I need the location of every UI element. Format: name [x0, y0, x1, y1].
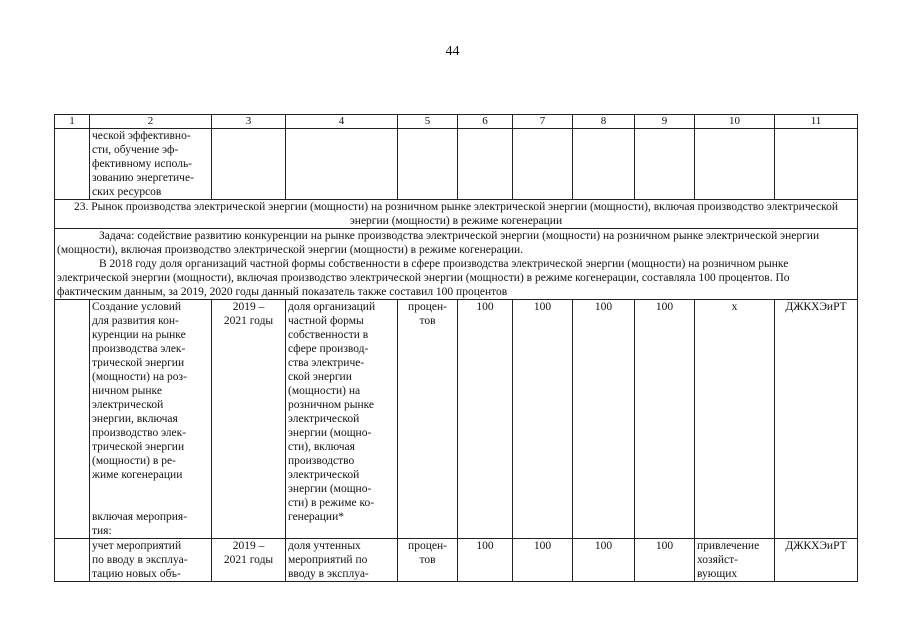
section-row — [55, 200, 858, 229]
cell-line: 2019 – — [232, 301, 265, 313]
cell-col11: ДЖКХЭиРТ — [775, 300, 858, 539]
cell-line: (мощности) на роз- — [92, 371, 187, 383]
cell-line: тия: — [92, 525, 112, 537]
header-col-4: 4 — [286, 115, 398, 129]
measures-table — [54, 114, 858, 582]
cell-line: ничном рынке — [92, 385, 162, 397]
header-col-3: 3 — [212, 115, 286, 129]
header-col-5: 5 — [398, 115, 458, 129]
cell-line: тов — [419, 315, 436, 327]
table-row — [55, 300, 858, 539]
cell-line: розничном рынке — [288, 399, 375, 411]
table-row — [55, 129, 858, 200]
cell-col10 — [695, 539, 775, 582]
cell-col7: 100 — [513, 300, 573, 539]
cell-col11: ДЖКХЭиРТ — [775, 539, 858, 582]
cell-line: мероприятий по — [288, 554, 368, 566]
cell-line: ческой эффективно- — [92, 130, 191, 142]
cell-col10: x — [695, 300, 775, 539]
cell-line: тацию новых объ- — [92, 568, 181, 580]
header-col-8: 8 — [573, 115, 635, 129]
cell-line: куренции на рынке — [92, 329, 186, 341]
cell-line: электрической — [92, 399, 164, 411]
cell-line: энергии (мощно- — [288, 427, 372, 439]
cell-line: сти), включая — [288, 441, 355, 453]
cell-line: доля организаций — [288, 301, 376, 313]
cell-line: электрической — [288, 413, 360, 425]
cell-col6: 100 — [458, 539, 513, 582]
cell-line: генерации* — [288, 511, 344, 523]
cell-line: производство — [288, 455, 355, 467]
cell-line: собственности в — [288, 329, 369, 341]
cell-col2 — [90, 129, 212, 200]
header-row — [55, 115, 858, 129]
header-col-9: 9 — [635, 115, 695, 129]
cell-line: трической энергии — [92, 357, 185, 369]
cell-line: электрической — [288, 469, 360, 481]
cell-line: производство элек- — [92, 427, 187, 439]
cell-line: энергии (мощно- — [288, 483, 372, 495]
cell-col4 — [286, 539, 398, 582]
task-row — [55, 229, 858, 300]
cell-line: по вводу в эксплуа- — [92, 554, 188, 566]
cell-line: сти, обучение эф- — [92, 144, 179, 156]
cell-line: Создание условий — [92, 301, 182, 313]
cell-col1 — [55, 300, 90, 539]
cell-line: зованию энергетиче- — [92, 172, 194, 184]
cell-col2 — [90, 539, 212, 582]
cell-line: включая мероприя- — [92, 511, 188, 523]
cell-col7: 100 — [513, 539, 573, 582]
header-col-11: 11 — [775, 115, 858, 129]
cell-col4 — [286, 300, 398, 539]
page-number: 44 — [445, 44, 460, 59]
cell-line: привлечение — [697, 540, 760, 552]
task-line-1: Задача: содействие развитию конкуренции на рынке производства электрической энергии (мощности) на розничном рынке электрической энергии (мощности), включая производство электрической энергии (мощности) в режиме когенерации. — [57, 230, 820, 256]
cell-line: 2021 годы — [223, 315, 274, 327]
cell-line: доля учтенных — [288, 540, 361, 552]
cell-line: производства элек- — [92, 343, 186, 355]
cell-line: учет мероприятий — [92, 540, 182, 552]
cell-line: процен- — [408, 301, 447, 313]
cell-line: для развития кон- — [92, 315, 179, 327]
cell-line: 2019 – — [232, 540, 265, 552]
cell-line: (мощности) на — [288, 385, 361, 397]
cell-col1 — [55, 129, 90, 200]
cell-line: частной формы — [288, 315, 364, 327]
cell-col9: 100 — [635, 539, 695, 582]
task-text — [55, 229, 858, 300]
cell-line: ской энергии — [288, 371, 352, 383]
cell-line: (мощности) в ре- — [92, 455, 176, 467]
header-col-7: 7 — [513, 115, 573, 129]
cell-col5 — [398, 539, 458, 582]
cell-line: 2021 годы — [223, 554, 274, 566]
task-line-2: В 2018 году доля организаций частной формы собственности в сфере производства электрической энергии (мощности) на розничном рынке электрической энергии (мощности), включая производство электрической энергии (мощности) в режиме когенерации, составляла 100 процентов. По фактическим данным, за 2019, 2020 годы данный показатель также составил 100 процентов — [57, 258, 790, 298]
cell-line: жиме когенерации — [92, 469, 183, 481]
cell-gap — [92, 482, 209, 510]
header-col-6: 6 — [458, 115, 513, 129]
cell-line: сти) в режиме ко- — [288, 497, 375, 509]
cell-line: вводу в эксплуа- — [288, 568, 369, 580]
header-col-2: 2 — [90, 115, 212, 129]
table-row — [55, 539, 858, 582]
cell-col5 — [398, 300, 458, 539]
section-title: 23. Рынок производства электрической энергии (мощности) на розничном рынке электрической энергии (мощности), включая производство электрической энергии (мощности) в режиме когенерации — [55, 200, 858, 229]
cell-line: трической энергии — [92, 441, 185, 453]
cell-col3 — [212, 300, 286, 539]
cell-line: хозяйст- — [697, 554, 739, 566]
cell-line: ства электриче- — [288, 357, 365, 369]
header-col-1: 1 — [55, 115, 90, 129]
cell-line: фективному исполь- — [92, 158, 193, 170]
cell-line: процен- — [408, 540, 447, 552]
cell-col8: 100 — [573, 300, 635, 539]
header-col-10: 10 — [695, 115, 775, 129]
cell-line: вующих — [697, 568, 738, 580]
cell-col6: 100 — [458, 300, 513, 539]
cell-col2 — [90, 300, 212, 539]
cell-col8: 100 — [573, 539, 635, 582]
cell-col1 — [55, 539, 90, 582]
cell-col3 — [212, 539, 286, 582]
cell-line: энергии, включая — [92, 413, 178, 425]
cell-line: тов — [419, 554, 436, 566]
cell-col9: 100 — [635, 300, 695, 539]
cell-line: сфере производ- — [288, 343, 369, 355]
cell-line: ских ресурсов — [92, 186, 162, 198]
